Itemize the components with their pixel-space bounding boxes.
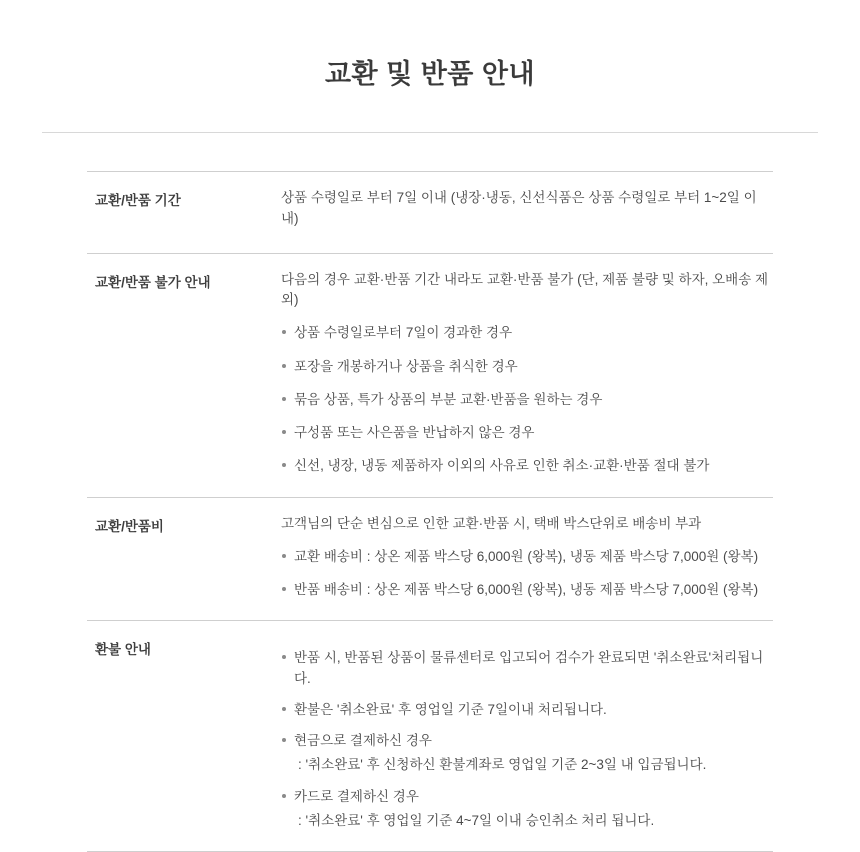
row-body-refund — [259, 621, 773, 852]
list-item — [281, 787, 773, 832]
title-divider — [42, 132, 818, 133]
bullet-list — [281, 648, 773, 831]
list-item: 환불은 '취소완료' 후 영업일 기준 7일이내 처리됩니다. — [281, 700, 773, 720]
table-row — [87, 621, 773, 852]
row-label-not-allowed: 교환/반품 불가 안내 — [87, 253, 259, 497]
page-title: 교환 및 반품 안내 — [324, 59, 536, 89]
list-item: 포장을 개봉하거나 상품을 취식한 경우 — [281, 357, 773, 377]
list-item: 교환 배송비 : 상온 제품 박스당 6,000원 (왕복), 냉동 제품 박스당 7,000원 (왕복) — [281, 547, 773, 567]
list-item-sub: : '취소완료' 후 신청하신 환불계좌로 영업일 기준 2~3일 내 입금됩니다. — [298, 757, 707, 773]
table-row — [87, 253, 773, 497]
policy-table — [87, 171, 773, 852]
list-item-main: 카드로 결제하신 경우 — [294, 788, 419, 804]
bullet-list — [281, 547, 773, 601]
row-body-shipping-fee — [259, 497, 773, 621]
bullet-list — [281, 323, 773, 476]
lead-text: 상품 수령일로 부터 7일 이내 (냉장·냉동, 신선식품은 상품 수령일로 부터 1~2일 이내) — [281, 190, 757, 226]
title-section — [0, 0, 860, 90]
list-item — [281, 731, 773, 776]
row-body-not-allowed — [259, 253, 773, 497]
list-item: 반품 배송비 : 상온 제품 박스당 6,000원 (왕복), 냉동 제품 박스당 7,000원 (왕복) — [281, 580, 773, 600]
row-label-exchange-period: 교환/반품 기간 — [87, 172, 259, 254]
list-item: 신선, 냉장, 냉동 제품하자 이외의 사유로 인한 취소·교환·반품 절대 불가 — [281, 456, 773, 476]
row-label-shipping-fee: 교환/반품비 — [87, 497, 259, 621]
lead-text: 다음의 경우 교환·반품 기간 내라도 교환·반품 불가 (단, 제품 불량 및 하자, 오배송 제외) — [281, 271, 769, 308]
row-body-exchange-period — [259, 172, 773, 254]
list-item: 반품 시, 반품된 상품이 물류센터로 입고되어 검수가 완료되면 '취소완료'처리됩니다. — [281, 648, 773, 689]
table-row — [87, 172, 773, 254]
row-label-refund: 환불 안내 — [87, 621, 259, 852]
list-item-main: 현금으로 결제하신 경우 — [294, 733, 432, 749]
table-row — [87, 497, 773, 621]
list-item: 묶음 상품, 특가 상품의 부분 교환·반품을 원하는 경우 — [281, 390, 773, 410]
list-item-sub: : '취소완료' 후 영업일 기준 4~7일 이내 승인취소 처리 됩니다. — [298, 812, 655, 828]
lead-text: 고객님의 단순 변심으로 인한 교환·반품 시, 택배 박스단위로 배송비 부과 — [281, 515, 702, 531]
list-item: 구성품 또는 사은품을 반납하지 않은 경우 — [281, 423, 773, 443]
list-item: 상품 수령일로부터 7일이 경과한 경우 — [281, 323, 773, 343]
